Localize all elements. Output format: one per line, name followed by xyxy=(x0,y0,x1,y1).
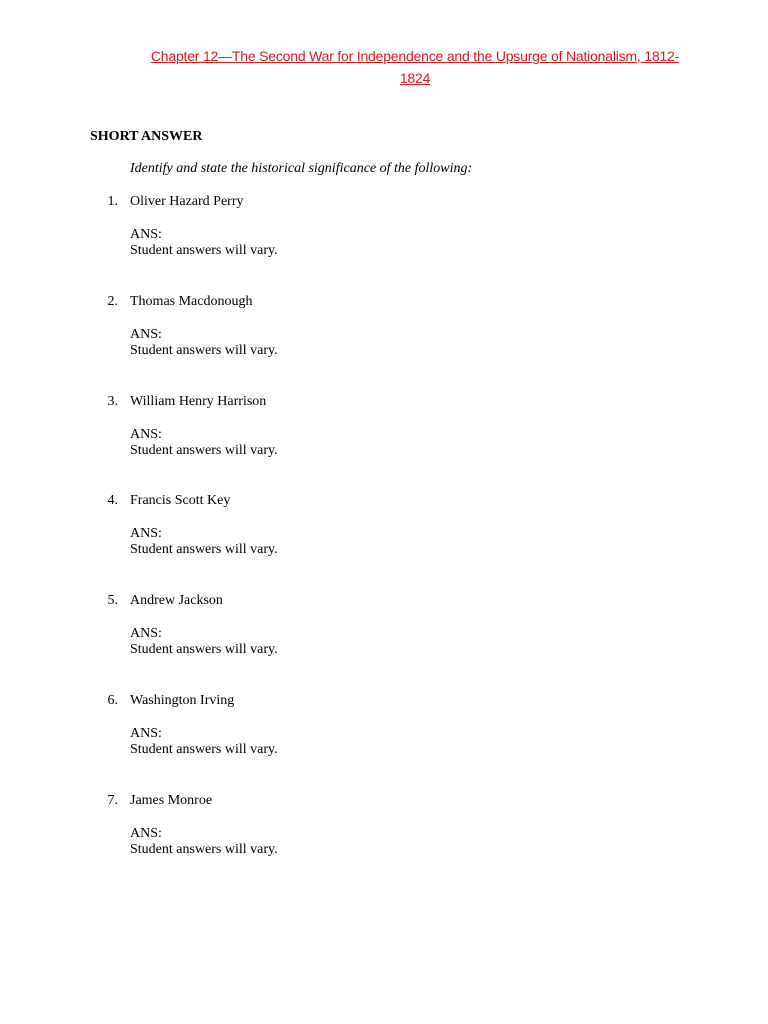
answer-text: Student answers will vary. xyxy=(130,841,278,857)
question-item xyxy=(0,693,768,793)
question-list xyxy=(0,194,768,893)
question-item xyxy=(0,493,768,593)
answer-text: Student answers will vary. xyxy=(130,243,278,258)
question-text: Oliver Hazard Perry xyxy=(130,194,244,209)
instructions: Identify and state the historical significance of the following: xyxy=(130,161,473,176)
answer-label: ANS: xyxy=(130,626,162,642)
question-item xyxy=(0,793,768,893)
answer-text: Student answers will vary. xyxy=(130,442,278,458)
answer-label: ANS: xyxy=(130,426,162,442)
question-text: Francis Scott Key xyxy=(130,493,231,509)
question-number: 6. xyxy=(107,692,118,708)
question-number: 3. xyxy=(107,393,118,409)
question-number: 7. xyxy=(107,792,118,808)
answer-text: Student answers will vary. xyxy=(130,642,278,658)
answer-label: ANS: xyxy=(130,227,162,242)
answer-label: ANS: xyxy=(130,526,162,542)
question-text: James Monroe xyxy=(130,792,213,808)
answer-text: Student answers will vary. xyxy=(130,542,278,558)
answer-label: ANS: xyxy=(130,725,162,741)
question-item xyxy=(0,593,768,693)
question-number: 4. xyxy=(107,493,118,509)
answer-text: Student answers will vary. xyxy=(130,342,278,358)
question-item xyxy=(0,294,768,394)
answer-label: ANS: xyxy=(130,326,162,342)
question-text: Washington Irving xyxy=(130,692,235,708)
section-heading: SHORT ANSWER xyxy=(90,129,203,144)
answer-text: Student answers will vary. xyxy=(130,741,278,757)
question-text: Andrew Jackson xyxy=(130,593,223,609)
question-item xyxy=(0,394,768,494)
question-item xyxy=(0,194,768,294)
question-text: Thomas Macdonough xyxy=(130,293,253,309)
question-number: 5. xyxy=(107,593,118,609)
answer-label: ANS: xyxy=(130,825,162,841)
question-number: 2. xyxy=(107,293,118,309)
chapter-title: Chapter 12—The Second War for Independence and the Upsurge of Nationalism, 1812-1824 xyxy=(150,48,680,86)
question-text: William Henry Harrison xyxy=(130,393,267,409)
question-number: 1. xyxy=(107,194,118,209)
